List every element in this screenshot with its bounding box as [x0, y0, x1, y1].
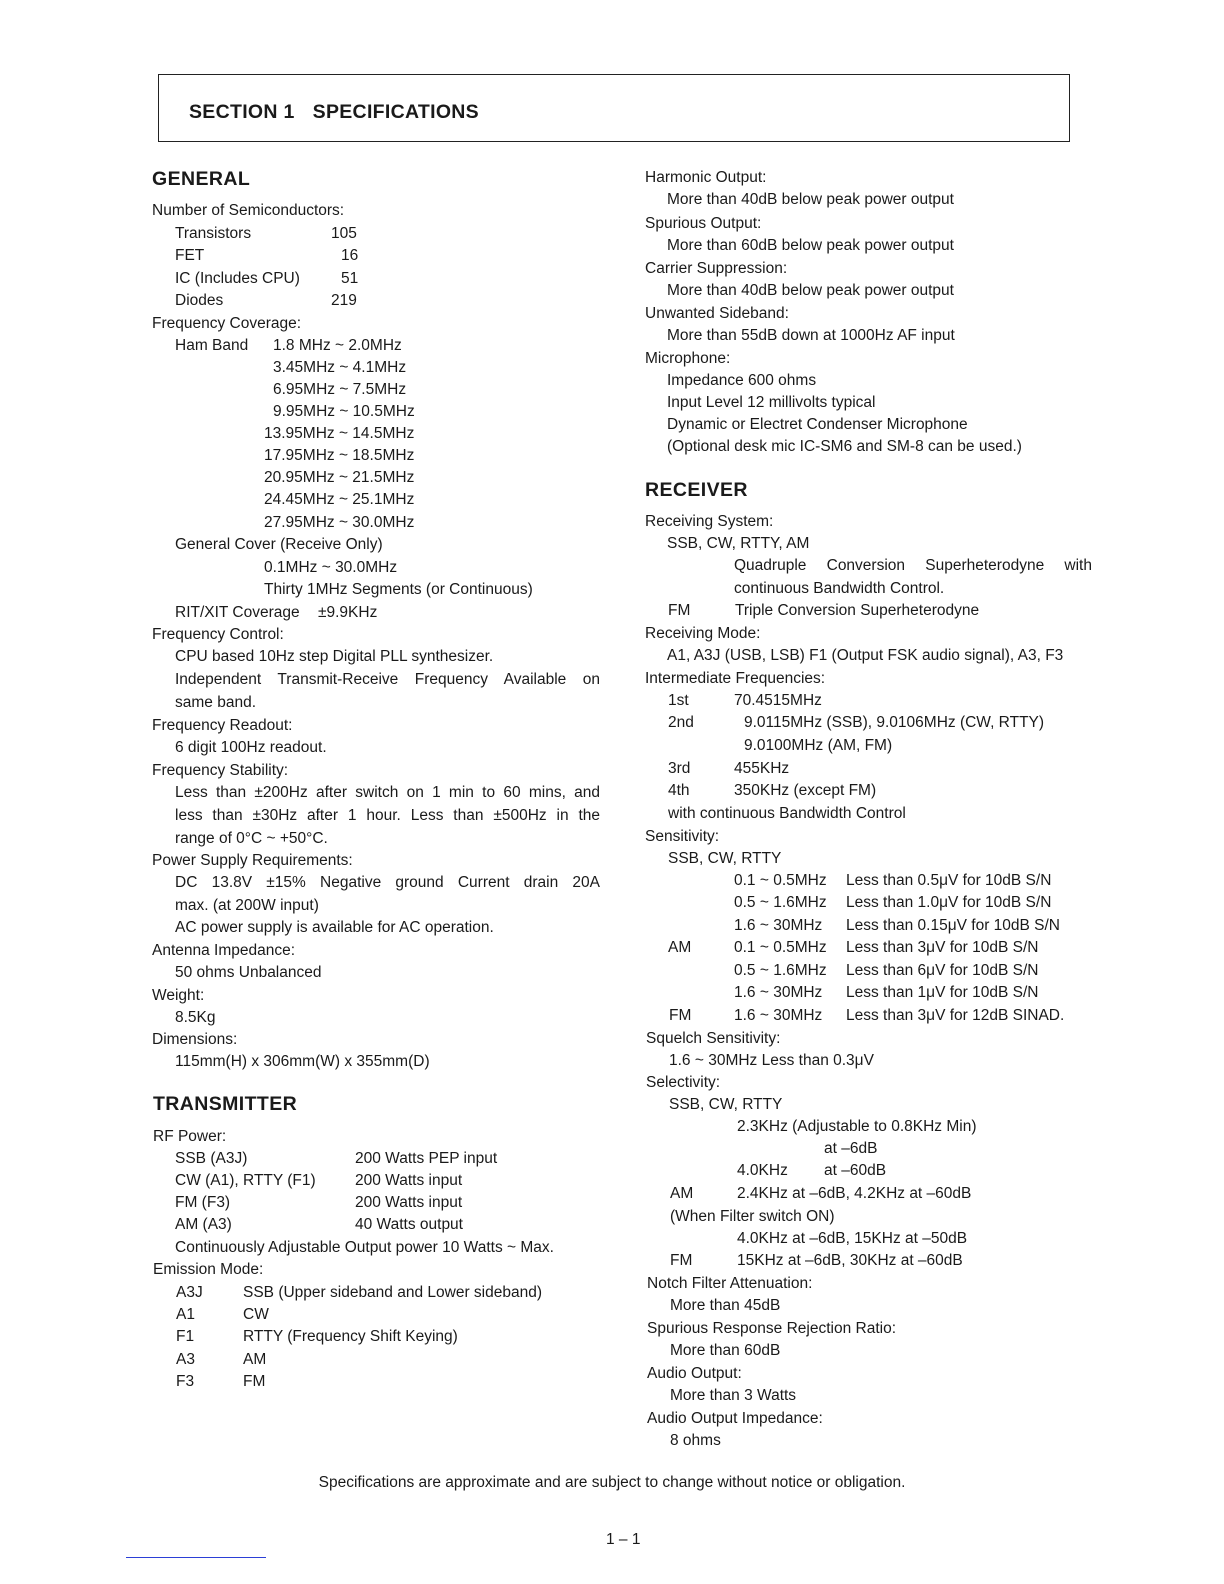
- bottom-rule: [126, 1557, 266, 1558]
- ham-band-range: 13.95MHz ~ 14.5MHz: [264, 425, 415, 442]
- rf-mode: FM (F3): [175, 1194, 231, 1211]
- antenna-label: Antenna Impedance:: [152, 942, 296, 959]
- mic-label: Microphone:: [645, 350, 731, 367]
- audio-label: Audio Output:: [647, 1365, 742, 1382]
- squelch-label: Squelch Sensitivity:: [646, 1030, 781, 1047]
- ham-band-range: 1.8 MHz ~ 2.0MHz: [273, 337, 402, 354]
- system-modes: SSB, CW, RTTY, AM: [667, 535, 810, 552]
- rf-mode: CW (A1), RTTY (F1): [175, 1172, 316, 1189]
- ham-band-range: 9.95MHz ~ 10.5MHz: [273, 403, 415, 420]
- ham-band-label: Ham Band: [175, 337, 249, 354]
- freq-control-line: same band.: [175, 694, 256, 711]
- unwanted-value: More than 55dB down at 1000Hz AF input: [667, 327, 955, 344]
- spurious-value: More than 60dB below peak power output: [667, 237, 954, 254]
- selectivity-label: Selectivity:: [646, 1074, 721, 1091]
- section-header-box: [158, 74, 1070, 142]
- general-cover-segments: Thirty 1MHz Segments (or Continuous): [264, 581, 533, 598]
- system-fm: Triple Conversion Superheterodyne: [735, 602, 980, 619]
- system-quad: Quadruple Conversion Superheterodyne with: [734, 557, 1092, 574]
- notch-label: Notch Filter Attenuation:: [647, 1275, 813, 1292]
- power-line: DC 13.8V ±15% Negative ground Current drain 20A: [175, 874, 600, 891]
- sens-fm-label: FM: [669, 1007, 692, 1024]
- sens-range: 1.6 ~ 30MHz: [734, 917, 823, 934]
- mode-value: A1, A3J (USB, LSB) F1 (Output FSK audio signal), A3, F3: [667, 647, 1064, 664]
- emission-code: A3: [176, 1351, 195, 1368]
- sens-range: 0.5 ~ 1.6MHz: [734, 962, 827, 979]
- mic-impedance: Impedance 600 ohms: [667, 372, 817, 389]
- spurious-rej-value: More than 60dB: [670, 1342, 781, 1359]
- diodes-value: 219: [331, 292, 357, 309]
- sens-value: Less than 6μV for 10dB S/N: [846, 962, 1039, 979]
- emission-code: A1: [176, 1306, 195, 1323]
- general-heading: GENERAL: [152, 168, 251, 190]
- general-cover-label: General Cover (Receive Only): [175, 536, 383, 553]
- general-cover-range: 0.1MHz ~ 30.0MHz: [264, 559, 398, 576]
- spurious-label: Spurious Output:: [645, 215, 762, 232]
- if-value: 9.0115MHz (SSB), 9.0106MHz (CW, RTTY): [744, 714, 1045, 731]
- sel-ssb-value: at –60dB: [824, 1162, 887, 1179]
- audio-imp-value: 8 ohms: [670, 1432, 721, 1449]
- readout-label: Frequency Readout:: [152, 717, 293, 734]
- rit-label: RIT/XIT Coverage: [175, 604, 300, 621]
- sel-ssb-value: 2.3KHz (Adjustable to 0.8KHz Min): [737, 1118, 977, 1135]
- sens-value: Less than 3μV for 12dB SINAD.: [846, 1007, 1065, 1024]
- emission-desc: FM: [243, 1373, 266, 1390]
- sens-range: 1.6 ~ 30MHz: [734, 984, 823, 1001]
- stability-line: Less than ±200Hz after switch on 1 min to 60 mins, and: [175, 784, 600, 801]
- ham-band-range: 20.95MHz ~ 21.5MHz: [264, 469, 415, 486]
- stability-line: less than ±30Hz after 1 hour. Less than ±500Hz in the: [175, 807, 600, 824]
- semiconductors-label: Number of Semiconductors:: [152, 202, 345, 219]
- rf-mode: SSB (A3J): [175, 1150, 248, 1167]
- if-order: 4th: [668, 782, 690, 799]
- adjustable-output: Continuously Adjustable Output power 10 Watts ~ Max.: [175, 1239, 554, 1256]
- if-order: 3rd: [668, 760, 691, 777]
- sens-value: Less than 0.5μV for 10dB S/N: [846, 872, 1052, 889]
- ic-label: IC (Includes CPU): [175, 270, 300, 287]
- if-bandwidth: with continuous Bandwidth Control: [668, 805, 906, 822]
- sel-filter-label: (When Filter switch ON): [670, 1208, 835, 1225]
- transmitter-heading: TRANSMITTER: [153, 1093, 298, 1115]
- freq-control-line: Independent Transmit-Receive Frequency Available on: [175, 671, 600, 688]
- power-line: AC power supply is available for AC operation.: [175, 919, 494, 936]
- harmonic-label: Harmonic Output:: [645, 169, 767, 186]
- if-value: 455KHz: [734, 760, 790, 777]
- notch-value: More than 45dB: [670, 1297, 781, 1314]
- ham-band-range: 24.45MHz ~ 25.1MHz: [264, 491, 415, 508]
- rf-value: 200 Watts input: [355, 1172, 463, 1189]
- if-value: 70.4515MHz: [734, 692, 822, 709]
- sel-fm-label: FM: [670, 1252, 693, 1269]
- stability-line: range of 0°C ~ +50°C.: [175, 830, 328, 847]
- freq-control-label: Frequency Control:: [152, 626, 284, 643]
- page-number: 1 – 1: [606, 1531, 641, 1548]
- receiver-heading: RECEIVER: [645, 479, 748, 501]
- dimensions-value: 115mm(H) x 306mm(W) x 355mm(D): [175, 1053, 430, 1070]
- sel-am-value: 2.4KHz at –6dB, 4.2KHz at –60dB: [737, 1185, 972, 1202]
- audio-value: More than 3 Watts: [670, 1387, 797, 1404]
- rf-value: 200 Watts input: [355, 1194, 463, 1211]
- sens-range: 0.1 ~ 0.5MHz: [734, 872, 827, 889]
- freq-control-line: CPU based 10Hz step Digital PLL synthesizer.: [175, 648, 494, 665]
- ham-band-range: 6.95MHz ~ 7.5MHz: [273, 381, 407, 398]
- ham-band-range: 27.95MHz ~ 30.0MHz: [264, 514, 415, 531]
- if-order: 1st: [668, 692, 689, 709]
- emission-desc: SSB (Upper sideband and Lower sideband): [243, 1284, 542, 1301]
- mic-level: Input Level 12 millivolts typical: [667, 394, 876, 411]
- sel-filter-value: 4.0KHz at –6dB, 15KHz at –50dB: [737, 1230, 968, 1247]
- footer-note: Specifications are approximate and are subject to change without notice or obligation.: [318, 1474, 906, 1491]
- if-order: 2nd: [668, 714, 694, 731]
- if-value: 9.0100MHz (AM, FM): [744, 737, 893, 754]
- section-title: [189, 101, 479, 124]
- system-quad: continuous Bandwidth Control.: [734, 580, 945, 597]
- stability-label: Frequency Stability:: [152, 762, 289, 779]
- emission-desc: AM: [243, 1351, 267, 1368]
- sens-range: 0.5 ~ 1.6MHz: [734, 894, 827, 911]
- rit-value: ±9.9KHz: [318, 604, 378, 621]
- rf-mode: AM (A3): [175, 1216, 232, 1233]
- freq-coverage-label: Frequency Coverage:: [152, 315, 302, 332]
- sel-ssb-value: at –6dB: [824, 1140, 878, 1157]
- diodes-label: Diodes: [175, 292, 224, 309]
- power-label: Power Supply Requirements:: [152, 852, 353, 869]
- sens-value: Less than 1.0μV for 10dB S/N: [846, 894, 1052, 911]
- sensitivity-label: Sensitivity:: [645, 828, 720, 845]
- audio-imp-label: Audio Output Impedance:: [647, 1410, 823, 1427]
- sens-value: Less than 3μV for 10dB S/N: [846, 939, 1039, 956]
- sel-fm-value: 15KHz at –6dB, 30KHz at –60dB: [737, 1252, 963, 1269]
- sel-am-label: AM: [670, 1185, 694, 1202]
- power-line: max. (at 200W input): [175, 897, 319, 914]
- harmonic-value: More than 40dB below peak power output: [667, 191, 954, 208]
- antenna-value: 50 ohms Unbalanced: [175, 964, 322, 981]
- weight-label: Weight:: [152, 987, 205, 1004]
- fet-value: 16: [341, 247, 359, 264]
- section-number: SECTION 1: [189, 101, 295, 123]
- mode-label: Receiving Mode:: [645, 625, 761, 642]
- mic-type: Dynamic or Electret Condenser Microphone: [667, 416, 968, 433]
- ham-band-range: 17.95MHz ~ 18.5MHz: [264, 447, 415, 464]
- system-fm-label: FM: [668, 602, 691, 619]
- sel-ssb-value: 4.0KHz: [737, 1162, 788, 1179]
- emission-code: A3J: [176, 1284, 203, 1301]
- dimensions-label: Dimensions:: [152, 1031, 238, 1048]
- sens-am-label: AM: [668, 939, 692, 956]
- emission-label: Emission Mode:: [153, 1261, 264, 1278]
- ham-band-range: 3.45MHz ~ 4.1MHz: [273, 359, 407, 376]
- section-name: SPECIFICATIONS: [312, 101, 479, 123]
- weight-value: 8.5Kg: [175, 1009, 216, 1026]
- unwanted-label: Unwanted Sideband:: [645, 305, 789, 322]
- readout-value: 6 digit 100Hz readout.: [175, 739, 327, 756]
- fet-label: FET: [175, 247, 205, 264]
- emission-code: F1: [176, 1328, 195, 1345]
- system-label: Receiving System:: [645, 513, 774, 530]
- rf-value: 40 Watts output: [355, 1216, 463, 1233]
- ic-value: 51: [341, 270, 359, 287]
- emission-desc: RTTY (Frequency Shift Keying): [243, 1328, 458, 1345]
- sens-value: Less than 1μV for 10dB S/N: [846, 984, 1039, 1001]
- sel-ssb-label: SSB, CW, RTTY: [669, 1096, 783, 1113]
- spurious-rej-label: Spurious Response Rejection Ratio:: [647, 1320, 896, 1337]
- emission-desc: CW: [243, 1306, 269, 1323]
- sens-ssb-label: SSB, CW, RTTY: [668, 850, 782, 867]
- rf-power-label: RF Power:: [153, 1128, 227, 1145]
- if-label: Intermediate Frequencies:: [645, 670, 826, 687]
- mic-optional: (Optional desk mic IC-SM6 and SM-8 can be used.): [667, 438, 1022, 455]
- squelch-value: 1.6 ~ 30MHz Less than 0.3μV: [669, 1052, 874, 1069]
- sens-value: Less than 0.15μV for 10dB S/N: [846, 917, 1061, 934]
- transistors-value: 105: [331, 225, 357, 242]
- transistors-label: Transistors: [175, 225, 252, 242]
- carrier-label: Carrier Suppression:: [645, 260, 788, 277]
- sens-range: 1.6 ~ 30MHz: [734, 1007, 823, 1024]
- sens-range: 0.1 ~ 0.5MHz: [734, 939, 827, 956]
- carrier-value: More than 40dB below peak power output: [667, 282, 954, 299]
- rf-value: 200 Watts PEP input: [355, 1150, 498, 1167]
- if-value: 350KHz (except FM): [734, 782, 877, 799]
- emission-code: F3: [176, 1373, 195, 1390]
